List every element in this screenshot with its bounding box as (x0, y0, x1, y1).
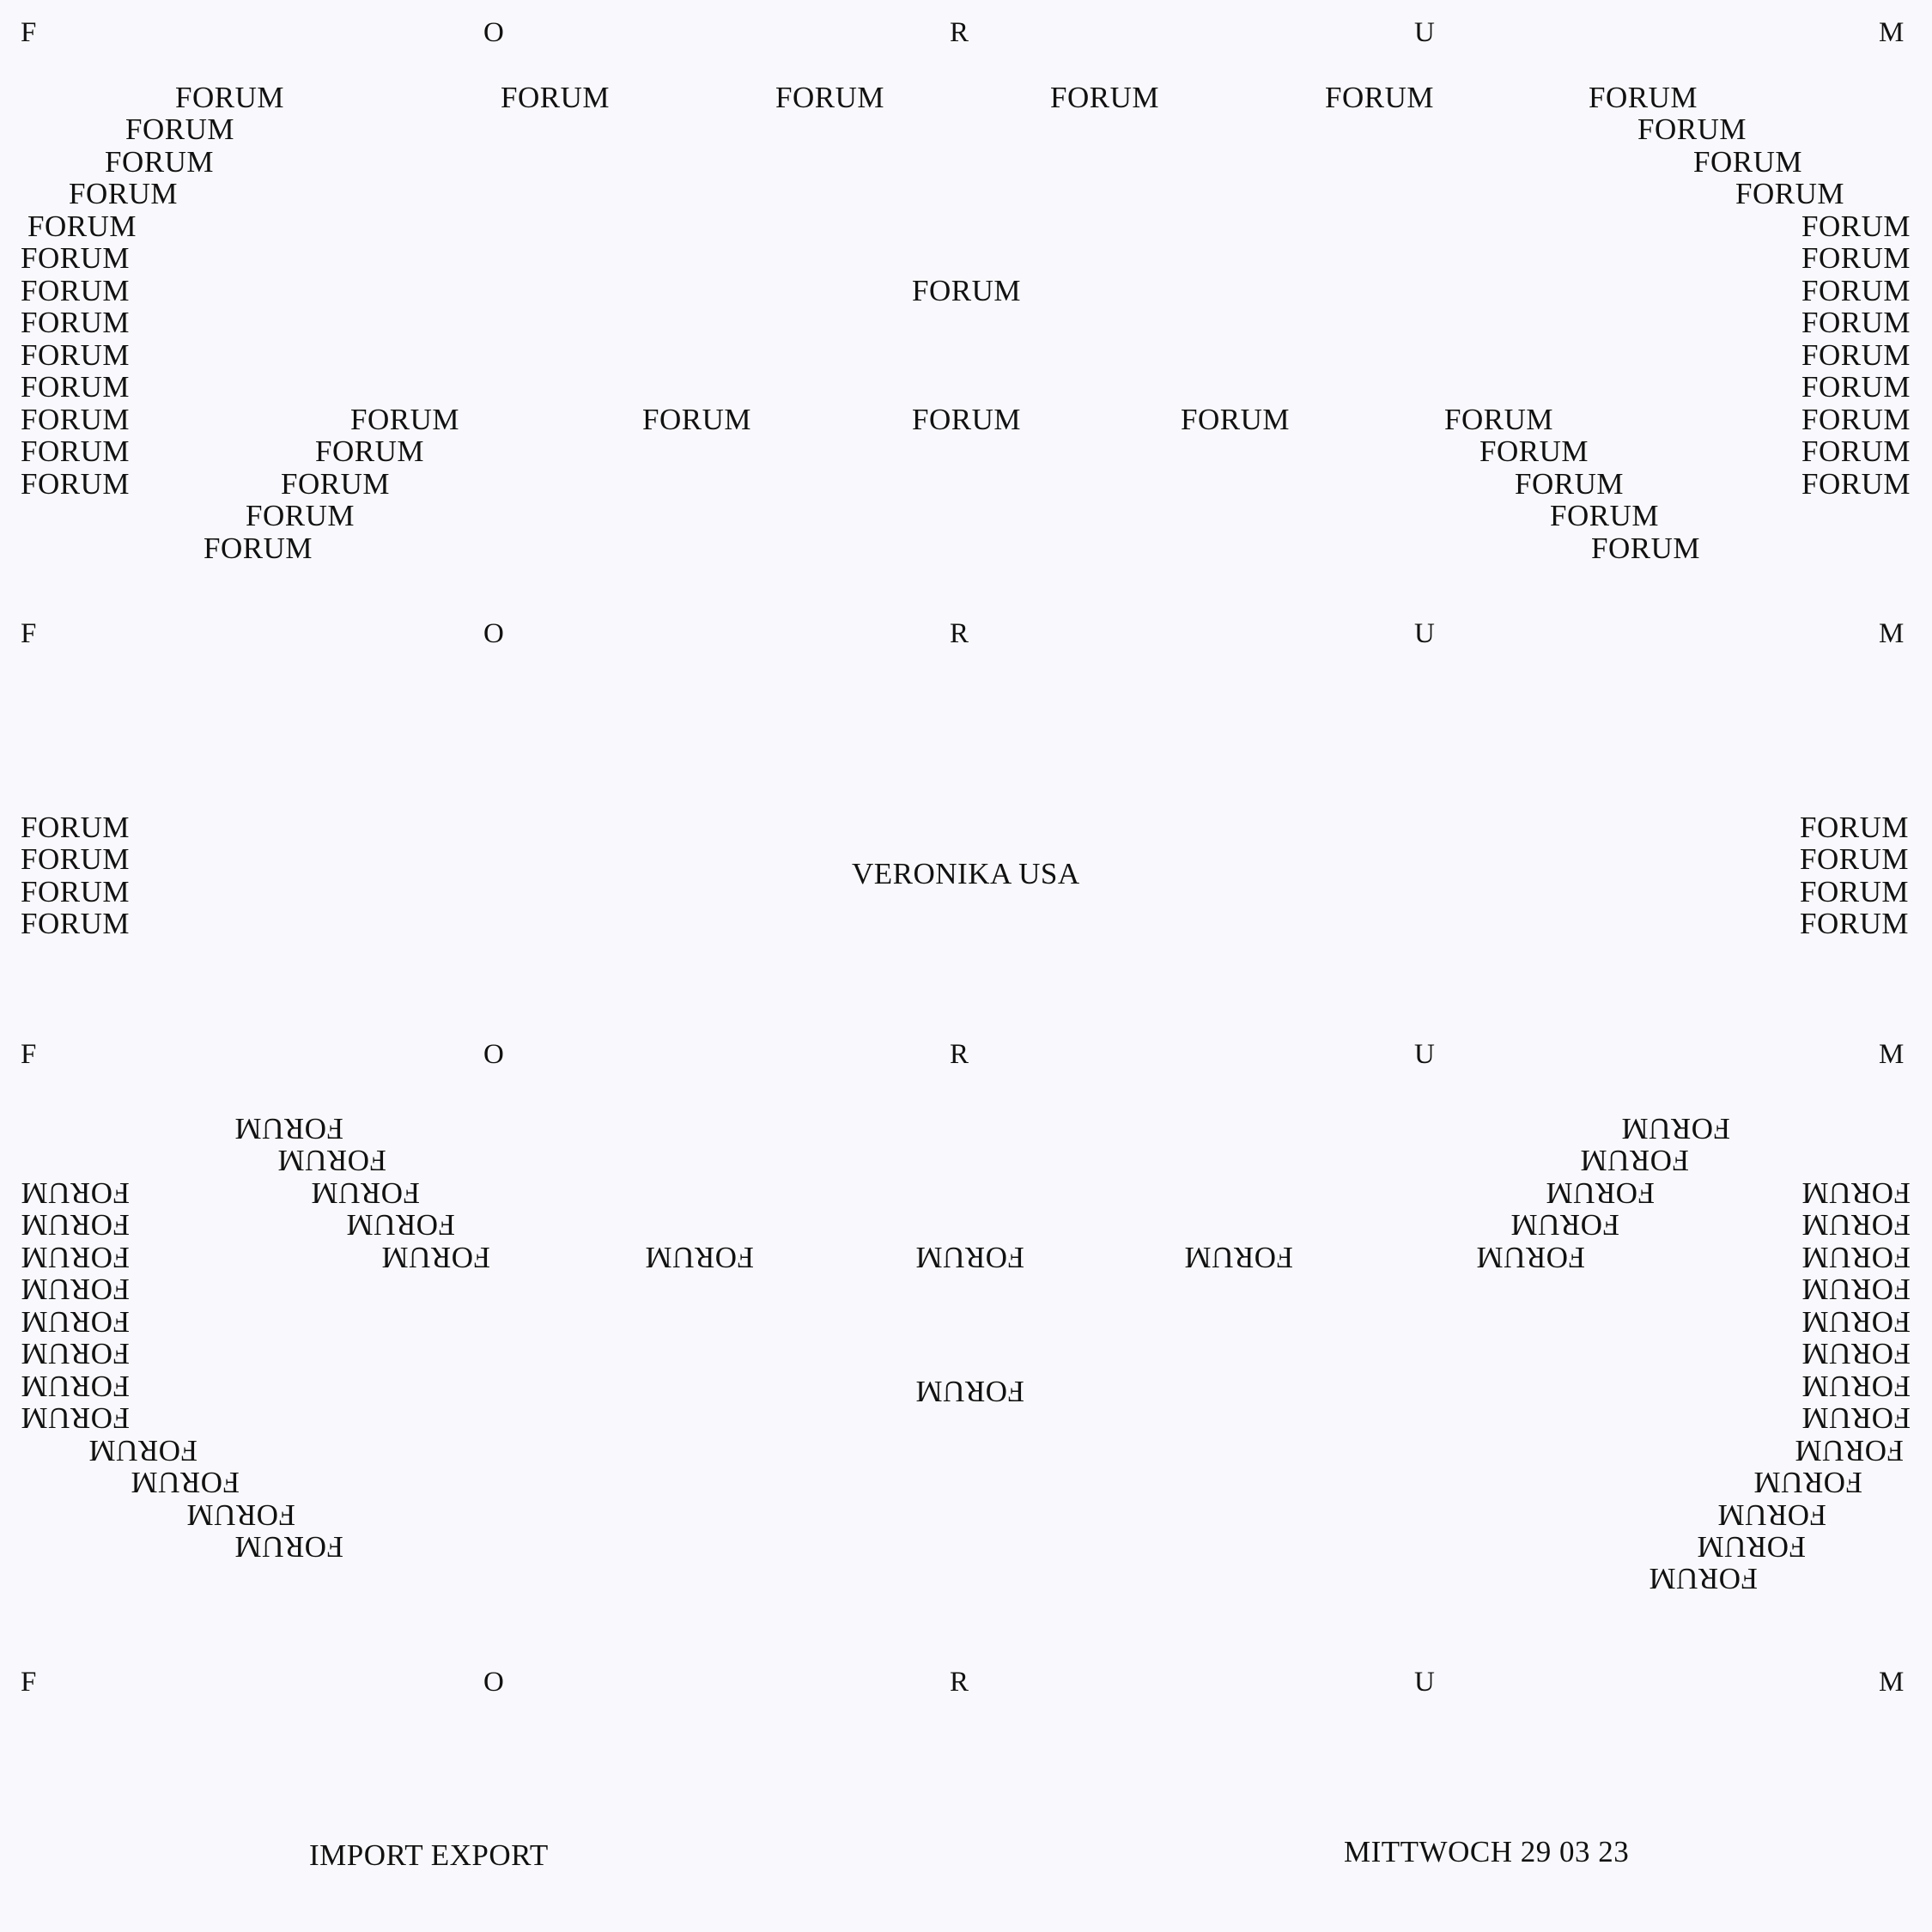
bottom-forum-word: FORUM (645, 1241, 754, 1274)
top-forum-word: FORUM (1801, 467, 1911, 501)
top-forum-word: FORUM (69, 177, 178, 210)
bottom-forum-word: FORUM (1184, 1241, 1293, 1274)
letter-r-row-2: R (950, 618, 969, 649)
top-forum-word: FORUM (642, 403, 751, 436)
top-forum-word: FORUM (1181, 403, 1290, 436)
letter-r-row-4: R (950, 1667, 969, 1698)
letter-m-row-4: M (1879, 1667, 1905, 1698)
center-caption: VERONIKA USA (852, 857, 1080, 890)
letter-f-row-4: F (21, 1667, 37, 1698)
bottom-forum-word: FORUM (915, 1241, 1024, 1274)
bottom-forum-word: FORUM (88, 1434, 197, 1467)
middle-forum-word: FORUM (1800, 907, 1909, 940)
letter-u-row-1: U (1414, 17, 1435, 48)
top-forum-word: FORUM (105, 145, 214, 179)
top-forum-word: FORUM (1801, 370, 1911, 404)
bottom-forum-word: FORUM (21, 1337, 130, 1370)
footer-right-caption: MITTWOCH 29 03 23 (1344, 1835, 1630, 1868)
top-forum-word: FORUM (21, 306, 130, 339)
bottom-forum-word: FORUM (1717, 1498, 1826, 1532)
middle-forum-word: FORUM (1800, 811, 1909, 844)
top-forum-word: FORUM (775, 81, 884, 114)
bottom-forum-word: FORUM (277, 1144, 386, 1177)
bottom-forum-word: FORUM (1801, 1337, 1911, 1370)
bottom-forum-word: FORUM (1801, 1208, 1911, 1242)
top-forum-word: FORUM (350, 403, 459, 436)
top-forum-word: FORUM (1479, 434, 1589, 468)
bottom-forum-word: FORUM (21, 1241, 130, 1274)
top-forum-word: FORUM (1801, 241, 1911, 275)
bottom-forum-word: FORUM (1697, 1530, 1806, 1564)
bottom-forum-word: FORUM (1801, 1370, 1911, 1403)
bottom-forum-word: FORUM (234, 1530, 343, 1564)
top-forum-word: FORUM (21, 241, 130, 275)
top-forum-word: FORUM (1735, 177, 1844, 210)
bottom-forum-word: FORUM (311, 1176, 420, 1210)
letter-f-row-2: F (21, 618, 37, 649)
bottom-forum-word: FORUM (1801, 1401, 1911, 1435)
top-forum-word: FORUM (1325, 81, 1434, 114)
top-forum-word: FORUM (501, 81, 610, 114)
bottom-forum-word: FORUM (1476, 1241, 1585, 1274)
top-forum-word: FORUM (1589, 81, 1698, 114)
top-forum-word: FORUM (21, 403, 130, 436)
middle-forum-word: FORUM (21, 875, 130, 908)
top-forum-word: FORUM (21, 467, 130, 501)
letter-o-row-4: O (483, 1667, 504, 1698)
top-forum-word: FORUM (125, 112, 234, 146)
top-forum-word: FORUM (1801, 338, 1911, 372)
top-forum-word: FORUM (175, 81, 284, 114)
bottom-forum-word: FORUM (915, 1375, 1024, 1408)
letter-m-row-2: M (1879, 618, 1905, 649)
bottom-forum-word: FORUM (1621, 1112, 1730, 1145)
bottom-forum-word: FORUM (1753, 1466, 1862, 1499)
bottom-forum-word: FORUM (21, 1401, 130, 1435)
bottom-forum-word: FORUM (1801, 1305, 1911, 1339)
top-forum-word: FORUM (912, 274, 1021, 307)
bottom-forum-word: FORUM (21, 1208, 130, 1242)
bottom-forum-word: FORUM (1510, 1208, 1619, 1242)
top-forum-word: FORUM (21, 338, 130, 372)
top-forum-word: FORUM (21, 370, 130, 404)
bottom-forum-word: FORUM (1801, 1241, 1911, 1274)
top-forum-word: FORUM (1801, 274, 1911, 307)
letter-m-row-3: M (1879, 1039, 1905, 1070)
letter-o-row-1: O (483, 17, 504, 48)
letter-u-row-4: U (1414, 1667, 1435, 1698)
letter-o-row-2: O (483, 618, 504, 649)
top-forum-word: FORUM (912, 403, 1021, 436)
bottom-forum-word: FORUM (21, 1305, 130, 1339)
bottom-forum-word: FORUM (1795, 1434, 1904, 1467)
top-forum-word: FORUM (1050, 81, 1159, 114)
bottom-forum-word: FORUM (186, 1498, 295, 1532)
top-forum-word: FORUM (1591, 532, 1700, 565)
bottom-forum-word: FORUM (381, 1241, 490, 1274)
bottom-forum-word: FORUM (131, 1466, 240, 1499)
bottom-forum-word: FORUM (1801, 1273, 1911, 1306)
bottom-forum-word: FORUM (1801, 1176, 1911, 1210)
top-forum-word: FORUM (246, 499, 355, 532)
letter-r-row-3: R (950, 1039, 969, 1070)
letter-r-row-1: R (950, 17, 969, 48)
top-forum-word: FORUM (1801, 434, 1911, 468)
middle-forum-word: FORUM (1800, 875, 1909, 908)
middle-forum-word: FORUM (1800, 842, 1909, 876)
letter-m-row-1: M (1879, 17, 1905, 48)
letter-o-row-3: O (483, 1039, 504, 1070)
bottom-forum-word: FORUM (1649, 1562, 1758, 1595)
bottom-forum-word: FORUM (1580, 1144, 1689, 1177)
middle-forum-word: FORUM (21, 811, 130, 844)
letter-f-row-1: F (21, 17, 37, 48)
top-forum-word: FORUM (204, 532, 313, 565)
bottom-forum-word: FORUM (346, 1208, 455, 1242)
top-forum-word: FORUM (1515, 467, 1624, 501)
top-forum-word: FORUM (1801, 210, 1911, 243)
top-forum-word: FORUM (315, 434, 424, 468)
middle-forum-word: FORUM (21, 907, 130, 940)
top-forum-word: FORUM (281, 467, 390, 501)
middle-forum-word: FORUM (21, 842, 130, 876)
top-forum-word: FORUM (1550, 499, 1659, 532)
footer-left-caption: IMPORT EXPORT (309, 1838, 549, 1872)
top-forum-word: FORUM (1801, 403, 1911, 436)
top-forum-word: FORUM (1444, 403, 1553, 436)
top-forum-word: FORUM (1693, 145, 1802, 179)
bottom-forum-word: FORUM (1546, 1176, 1655, 1210)
top-forum-word: FORUM (21, 434, 130, 468)
bottom-forum-word: FORUM (21, 1370, 130, 1403)
top-forum-word: FORUM (1637, 112, 1747, 146)
top-forum-word: FORUM (21, 274, 130, 307)
top-forum-word: FORUM (1801, 306, 1911, 339)
bottom-forum-word: FORUM (234, 1112, 343, 1145)
letter-u-row-3: U (1414, 1039, 1435, 1070)
top-forum-word: FORUM (27, 210, 137, 243)
bottom-forum-word: FORUM (21, 1273, 130, 1306)
letter-u-row-2: U (1414, 618, 1435, 649)
bottom-forum-word: FORUM (21, 1176, 130, 1210)
letter-f-row-3: F (21, 1039, 37, 1070)
